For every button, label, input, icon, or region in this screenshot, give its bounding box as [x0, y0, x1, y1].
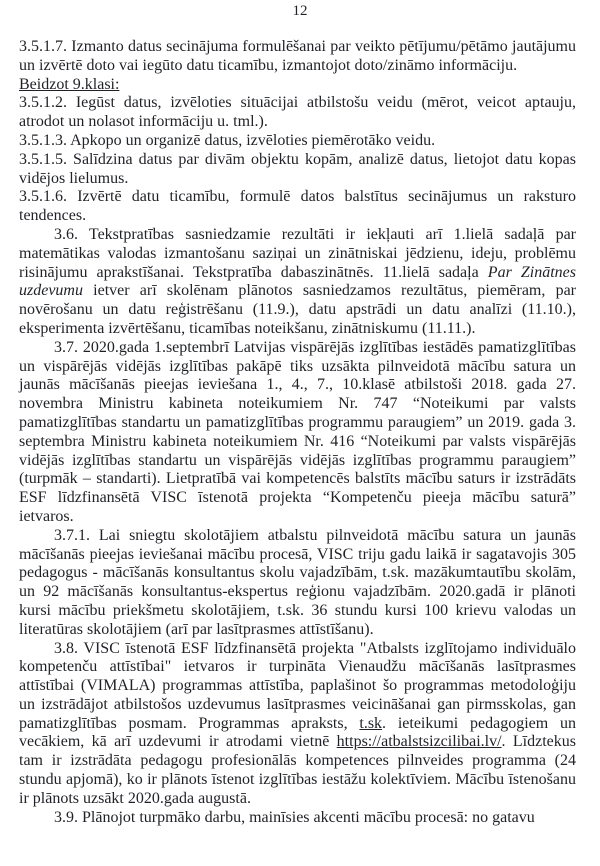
- para-3-5-1-7: [19, 38, 576, 76]
- para-3-5-1-5: [19, 151, 576, 189]
- para-3-9: [19, 809, 576, 828]
- para-3-5-1-6: [19, 188, 576, 226]
- para-3-7: [19, 339, 576, 527]
- heading-beidzot-9-klasi: [19, 76, 576, 95]
- para-3-5-1-3-segment-0: 3.5.1.3. Apkopo un organizē datus, izvēloties piemērotāko veidu.: [19, 131, 436, 149]
- para-3-7-segment-0: 3.7. 2020.gada 1.septembrī Latvijas vispārējās izglītības iestādēs pamatizglītības un vispārējās vidējās izglītības pakāpē tiks uzsākta pilnveidotā mācību satura un jaunās mācīšanās pieejas ieviešana 1., 4., 7., 10.klasē atbilstoši 2018. gada 27. novembra Ministru kabineta noteikumiem Nr. 747 “Noteikumi par valsts pamatizglītības standartu un pamatizglītības programmu paraugiem” un 2019. gada 3. septembra Ministru kabineta noteikumiem Nr. 416 “Noteikumi par valsts vispārējās vidējās izglītības standartu un vispārējās vidējās izglītības programmu paraugiem” (turpmāk – standarti). Lietpratībā vai kompetencēs balstīts mācību saturs ir izstrādāts ESF līdzfinansētā VISC īstenotā projekta “Kompetenču pieeja mācību saturā” ietvaros.: [19, 338, 576, 525]
- para-3-8-segment-1: t.sk: [359, 714, 383, 732]
- para-3-6-segment-0: 3.6. Tekstpratības sasniedzamie rezultāti ir iekļauti arī 1.lielā sadaļā par matemātikas valodas izmantošanu saziņai un zinātniskai jēdzienu, ideju, problēmu risinājumu aprakstīšanai. Tekstpratība dabaszinātnēs. 11.lielā sadaļa: [19, 225, 576, 281]
- para-3-6-segment-2: ietver arī skolēnam plānotos sasniedzamos rezultātus, piemēram, par novērošanu un datu reģistrēšanu (11.9.), datu apstrādi un datu analīzi (11.10.), eksperimenta izvērtēšanu, ticamības noteikšanu, zinātniskumu (11.11.).: [19, 282, 576, 337]
- para-3-8-segment-2: . ieteikumi pedagogiem un vecākiem, kā arī uzdevumi ir atrodami vietnē: [19, 714, 576, 751]
- para-3-8-segment-0: 3.8. VISC īstenotā ESF līdzfinansētā projekta "Atbalsts izglītojamo individuālo kompetenču attīstībai" ietvaros ir turpināta Vienaudžu mācīšanās lasītprasmes attīstībai (VIMALA) programmas attīstība, paplašinot šo programmas metodoloģiju un izstrādājot atbilstošos uzdevumus lasītprasmes veicināšanai gan pirmsskolas, gan pamatizglītības posmam. Programmas apraksts,: [19, 639, 576, 732]
- page-number: 12: [292, 3, 308, 19]
- para-3-5-1-2-segment-0: 3.5.1.2. Iegūst datus, izvēloties situācijai atbilstošu veidu (mērot, veicot aptauju, atrodot un nolasot informāciju u. tml.).: [19, 94, 576, 131]
- para-3-9-segment-0: 3.9. Plānojot turpmāko darbu, mainīsies akcenti mācību procesā: no gatavu: [54, 808, 535, 826]
- link-atbalstsizcilibai[interactable]: https://atbalstsizcilibai.lv/: [336, 733, 502, 751]
- para-3-7-1-segment-0: 3.7.1. Lai sniegtu skolotājiem atbalstu pilnveidotā mācību satura un jaunās mācīšanās pieejas ieviešanai mācību procesā, VISC triju gadu laikā ir sagatavojis 305 pedagogus - mācīšanās konsultantus skolu vajadzībām, t.sk. mazākumtautību skolām, un 92 mācīšanās konsultantus-ekspertus reģionu vajadzībām. 2020.gadā ir plānoti kursi mācību priekšmetu skolotājiem, t.sk. 36 stundu kursi 100 krievu valodas un literatūras skolotājiem (arī par lasītprasmes attīstīšanu).: [19, 526, 576, 638]
- para-3-6-segment-1: Par Zinātnes uzdevumu: [19, 263, 576, 300]
- para-3-5-1-7-segment-0: 3.5.1.7. Izmanto datus secinājuma formulēšanai par veikto pētījumu/pētāmo jautājumu un izvērtē doto vai iegūto datu ticamību, izmantojot doto/zināmo informāciju.: [19, 38, 576, 74]
- para-3-5-1-5-segment-0: 3.5.1.5. Salīdzina datus par divām objektu kopām, analizē datus, lietojot datu kopas vidējos lielumus.: [19, 150, 576, 187]
- para-3-8: [19, 640, 576, 809]
- para-3-7-1: [19, 527, 576, 640]
- para-3-6: [19, 226, 576, 339]
- para-3-5-1-6-segment-0: 3.5.1.6. Izvērtē datu ticamību, formulē datos balstītus secinājumus un raksturo tendences.: [19, 188, 576, 225]
- para-3-5-1-3: [19, 132, 576, 151]
- document-body: [19, 38, 576, 827]
- para-3-8-segment-4: . Līdztekus tam ir izstrādāta pedagogu profesionālās kompetences pilnveides programma (24 stundu apjomā), ko ir plānots īstenot izglītības iestāžu kolektīviem. Mācību īstenošanu ir plānots uzsākt 2020.gada augustā.: [19, 733, 577, 807]
- para-3-5-1-2: [19, 94, 576, 132]
- heading-beidzot-9-klasi-segment-0: Beidzot 9.klasi:: [19, 75, 120, 93]
